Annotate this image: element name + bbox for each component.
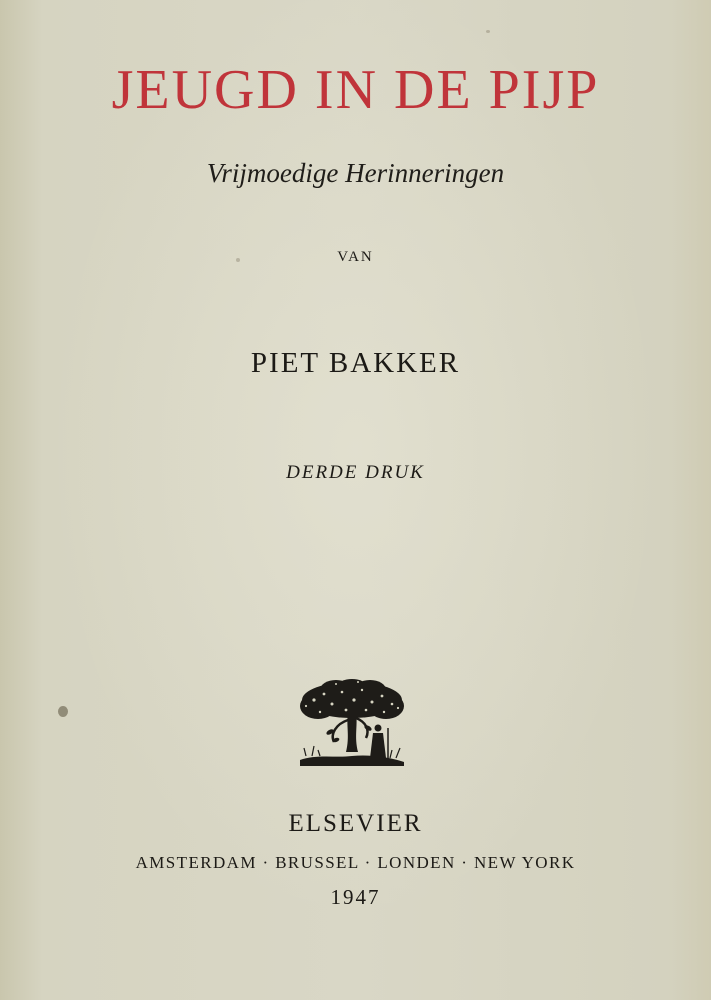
publisher-cities: AMSTERDAM · BRUSSEL · LONDEN · NEW YORK <box>135 853 576 872</box>
book-title: JEUGD IN DE PIJP <box>111 59 600 121</box>
author-name: PIET BAKKER <box>250 347 461 379</box>
edition-label: DERDE DRUK <box>286 462 425 483</box>
by-line: VAN <box>337 249 374 265</box>
book-subtitle: Vrijmoedige Herinneringen <box>206 158 505 188</box>
paper-spot <box>58 706 68 717</box>
paper-spot <box>236 258 240 262</box>
publisher-name: ELSEVIER <box>288 810 423 837</box>
elsevier-tree-emblem-icon <box>296 678 408 768</box>
publication-year: 1947 <box>330 885 381 909</box>
paper-spot <box>486 30 490 33</box>
